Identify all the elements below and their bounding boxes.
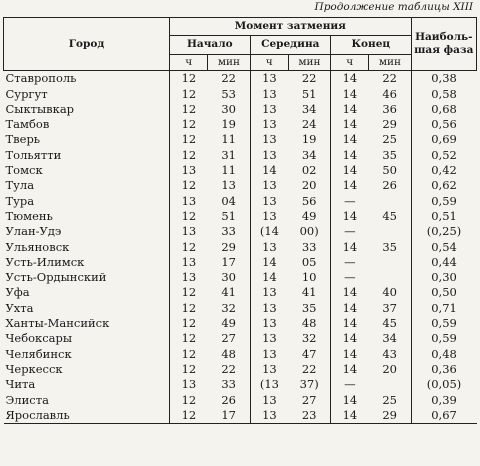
table-row (4, 117, 477, 132)
cell-end-h: 14 (342, 163, 358, 178)
cell-phase: 0,68 (431, 101, 457, 116)
cell-end-min: 36 (369, 102, 411, 117)
cell-phase: (0,25) (426, 224, 462, 239)
cell-middle-h: 13 (262, 147, 277, 162)
cell-start-min: 53 (208, 87, 250, 102)
cell-city: Томск (4, 163, 170, 178)
cell-start-h: 12 (181, 331, 197, 346)
table-row (4, 178, 477, 193)
header-phase: Наиболь-шая фаза (411, 18, 476, 71)
cell-end-min: 20 (369, 362, 411, 377)
cell-end-min (369, 194, 411, 209)
table-row (4, 301, 477, 316)
cell-end-h: 14 (342, 361, 358, 376)
cell-middle-min: 33 (288, 240, 330, 255)
cell-start-min: 41 (208, 285, 250, 300)
header-end-min: мин (369, 55, 411, 71)
cell-end-min: 43 (369, 347, 411, 362)
header-start: Начало (170, 36, 251, 55)
cell-end-min: 50 (369, 163, 411, 178)
cell-start-h: 12 (181, 346, 197, 361)
cell-middle-min: 34 (288, 148, 330, 163)
cell-end-h: 14 (342, 208, 358, 223)
cell-end-h: 14 (342, 331, 358, 346)
cell-middle-h: 14 (262, 163, 277, 178)
cell-middle-min: 22 (288, 71, 330, 87)
table-row (4, 393, 477, 408)
cell-start-min: 19 (208, 117, 250, 132)
cell-end-h: 14 (342, 71, 358, 86)
cell-start-h: 12 (181, 71, 197, 86)
cell-city: Улан-Удэ (4, 224, 170, 239)
cell-middle-min: 27 (288, 393, 330, 408)
cell-middle-min: 37) (288, 377, 330, 392)
cell-start-min: 17 (208, 408, 250, 424)
cell-end-min: 37 (369, 301, 411, 316)
cell-city: Тамбов (4, 117, 170, 132)
cell-end-h: 14 (342, 316, 358, 331)
cell-start-h: 12 (181, 361, 197, 376)
cell-middle-min: 22 (288, 362, 330, 377)
cell-end-min: 35 (369, 240, 411, 255)
cell-middle-min: 23 (288, 408, 330, 424)
cell-start-min: 51 (208, 209, 250, 224)
cell-city: Чита (4, 377, 170, 392)
cell-end-h: 14 (342, 285, 358, 300)
cell-city: Тюмень (4, 209, 170, 224)
table-row (4, 362, 477, 377)
cell-middle-min: 34 (288, 102, 330, 117)
cell-middle-min: 19 (288, 132, 330, 147)
cell-middle-h: 13 (262, 331, 277, 346)
header-moment: Момент затмения (170, 18, 412, 36)
cell-city: Сыктывкар (4, 102, 170, 117)
table-row (4, 224, 477, 239)
cell-middle-h: 13 (262, 300, 277, 315)
cell-middle-min: 47 (288, 347, 330, 362)
header-start-min: мин (208, 55, 250, 71)
cell-start-h: 12 (181, 239, 197, 254)
eclipse-table (3, 17, 477, 424)
cell-phase: 0,71 (431, 300, 457, 315)
cell-city: Ухта (4, 301, 170, 316)
cell-city: Ярославль (4, 408, 170, 424)
cell-start-h: 12 (181, 407, 197, 422)
cell-middle-h: 13 (262, 178, 277, 193)
cell-city: Челябинск (4, 347, 170, 362)
cell-middle-h: 13 (262, 71, 277, 86)
cell-end-h: 14 (342, 407, 358, 422)
cell-middle-h: 14 (262, 270, 277, 285)
cell-end-h: 14 (342, 101, 358, 116)
cell-start-h: 12 (181, 392, 197, 407)
cell-start-min: 33 (208, 224, 250, 239)
cell-middle-min: 24 (288, 117, 330, 132)
cell-phase: 0,50 (431, 285, 457, 300)
cell-start-h: 12 (181, 101, 197, 116)
cell-middle-h: 13 (262, 239, 277, 254)
cell-phase: 0,42 (431, 163, 457, 178)
cell-phase: 0,44 (431, 254, 457, 269)
cell-city: Черкесск (4, 362, 170, 377)
cell-start-min: 17 (208, 255, 250, 270)
cell-middle-min: 48 (288, 316, 330, 331)
cell-start-min: 27 (208, 331, 250, 346)
cell-city: Чебоксары (4, 331, 170, 346)
cell-middle-h: (14 (259, 224, 279, 239)
cell-city: Уфа (4, 285, 170, 300)
cell-start-h: 12 (181, 316, 197, 331)
cell-middle-h: 14 (262, 254, 277, 269)
cell-start-min: 11 (208, 163, 250, 178)
cell-city: Сургут (4, 87, 170, 102)
cell-start-h: 12 (181, 132, 197, 147)
cell-middle-min: 56 (288, 194, 330, 209)
header-middle: Середина (250, 36, 331, 55)
cell-phase: 0,52 (431, 147, 457, 162)
table-row (4, 377, 477, 392)
cell-end-h: — (344, 377, 356, 392)
table-row (4, 270, 477, 285)
cell-phase: 0,51 (431, 208, 457, 223)
cell-middle-h: 13 (262, 193, 277, 208)
cell-middle-min: 35 (288, 301, 330, 316)
cell-middle-min: 02 (288, 163, 330, 178)
table-row (4, 102, 477, 117)
cell-phase: (0,05) (426, 377, 462, 392)
cell-city: Тверь (4, 132, 170, 147)
cell-end-h: 14 (342, 392, 358, 407)
cell-start-min: 30 (208, 102, 250, 117)
table-row (4, 87, 477, 102)
header-middle-h: ч (250, 55, 288, 71)
header-end: Конец (331, 36, 412, 55)
table-row (4, 331, 477, 346)
cell-city: Тула (4, 178, 170, 193)
cell-middle-h: 13 (262, 86, 277, 101)
cell-start-min: 22 (208, 71, 250, 87)
cell-end-min: 46 (369, 87, 411, 102)
cell-start-min: 49 (208, 316, 250, 331)
cell-city: Ханты-Мансийск (4, 316, 170, 331)
cell-middle-h: 13 (262, 392, 277, 407)
cell-end-min: 22 (369, 71, 411, 87)
cell-middle-min: 00) (288, 224, 330, 239)
cell-start-h: 13 (181, 224, 197, 239)
cell-phase: 0,58 (431, 86, 457, 101)
table-row (4, 163, 477, 178)
table-row (4, 194, 477, 209)
cell-phase: 0,39 (431, 392, 457, 407)
cell-start-h: 13 (181, 163, 197, 178)
cell-middle-min: 41 (288, 285, 330, 300)
cell-end-min: 45 (369, 316, 411, 331)
cell-start-h: 12 (181, 147, 197, 162)
cell-start-min: 26 (208, 393, 250, 408)
cell-end-min: 45 (369, 209, 411, 224)
cell-city: Тура (4, 194, 170, 209)
cell-middle-h: 13 (262, 132, 277, 147)
cell-start-min: 04 (208, 194, 250, 209)
cell-end-min: 40 (369, 285, 411, 300)
cell-middle-h: 13 (262, 101, 277, 116)
cell-end-h: 14 (342, 132, 358, 147)
cell-end-h: — (344, 224, 356, 239)
cell-end-min (369, 224, 411, 239)
cell-phase: 0,59 (431, 331, 457, 346)
table-row (4, 408, 477, 424)
cell-end-min: 34 (369, 331, 411, 346)
table-row (4, 148, 477, 163)
cell-end-min: 25 (369, 132, 411, 147)
cell-end-min (369, 255, 411, 270)
cell-middle-h: 13 (262, 346, 277, 361)
cell-start-h: 12 (181, 300, 197, 315)
cell-middle-h: 13 (262, 117, 277, 132)
cell-phase: 0,30 (431, 270, 457, 285)
cell-start-h: 12 (181, 285, 197, 300)
cell-start-min: 13 (208, 178, 250, 193)
cell-start-min: 29 (208, 240, 250, 255)
cell-start-h: 13 (181, 193, 197, 208)
cell-end-h: — (344, 193, 356, 208)
cell-end-h: 14 (342, 117, 358, 132)
cell-start-min: 22 (208, 362, 250, 377)
cell-start-min: 33 (208, 377, 250, 392)
table-row (4, 347, 477, 362)
header-middle-min: мин (288, 55, 330, 71)
cell-end-min: 25 (369, 393, 411, 408)
cell-city: Элиста (4, 393, 170, 408)
cell-end-h: 14 (342, 239, 358, 254)
cell-middle-h: 13 (262, 285, 277, 300)
cell-phase: 0,59 (431, 316, 457, 331)
header-start-h: ч (170, 55, 208, 71)
cell-phase: 0,36 (431, 361, 457, 376)
cell-city: Ульяновск (4, 240, 170, 255)
cell-end-h: 14 (342, 346, 358, 361)
cell-phase: 0,56 (431, 117, 457, 132)
cell-phase: 0,54 (431, 239, 457, 254)
cell-middle-h: 13 (262, 316, 277, 331)
cell-middle-h: 13 (262, 361, 277, 376)
cell-start-h: 13 (181, 377, 197, 392)
cell-city: Усть-Илимск (4, 255, 170, 270)
cell-middle-min: 10 (288, 270, 330, 285)
cell-start-min: 48 (208, 347, 250, 362)
cell-middle-min: 51 (288, 87, 330, 102)
cell-start-min: 32 (208, 301, 250, 316)
cell-end-h: 14 (342, 147, 358, 162)
cell-start-min: 30 (208, 270, 250, 285)
cell-middle-min: 05 (288, 255, 330, 270)
header-city: Город (4, 18, 170, 71)
cell-phase: 0,48 (431, 346, 457, 361)
cell-phase: 0,59 (431, 193, 457, 208)
cell-middle-min: 49 (288, 209, 330, 224)
table-row (4, 240, 477, 255)
cell-start-h: 12 (181, 117, 197, 132)
cell-start-h: 13 (181, 254, 197, 269)
cell-start-h: 13 (181, 270, 197, 285)
cell-end-h: — (344, 270, 356, 285)
table-caption: Продолжение таблицы XIII (314, 1, 473, 13)
cell-end-min: 26 (369, 178, 411, 193)
cell-end-h: — (344, 254, 356, 269)
table-row (4, 209, 477, 224)
cell-start-h: 12 (181, 208, 197, 223)
table-row (4, 71, 477, 87)
table-row (4, 132, 477, 147)
cell-end-min (369, 377, 411, 392)
cell-end-min: 29 (369, 117, 411, 132)
header-end-h: ч (331, 55, 369, 71)
cell-middle-h: 13 (262, 208, 277, 223)
cell-end-h: 14 (342, 86, 358, 101)
table-row (4, 285, 477, 300)
cell-end-min: 35 (369, 148, 411, 163)
cell-city: Ставрополь (4, 71, 170, 87)
cell-end-h: 14 (342, 300, 358, 315)
cell-phase: 0,67 (431, 407, 457, 422)
cell-phase: 0,62 (431, 178, 457, 193)
cell-start-h: 12 (181, 86, 197, 101)
cell-start-min: 11 (208, 132, 250, 147)
cell-middle-h: 13 (262, 407, 277, 422)
cell-end-h: 14 (342, 178, 358, 193)
cell-middle-min: 20 (288, 178, 330, 193)
table-row (4, 255, 477, 270)
cell-end-min: 29 (369, 408, 411, 424)
cell-middle-h: (13 (259, 377, 279, 392)
cell-city: Тольятти (4, 148, 170, 163)
cell-city: Усть-Ордынский (4, 270, 170, 285)
cell-end-min (369, 270, 411, 285)
cell-start-h: 12 (181, 178, 197, 193)
cell-start-min: 31 (208, 148, 250, 163)
table-row (4, 316, 477, 331)
cell-middle-min: 32 (288, 331, 330, 346)
cell-phase: 0,38 (431, 71, 457, 86)
cell-phase: 0,69 (431, 132, 457, 147)
